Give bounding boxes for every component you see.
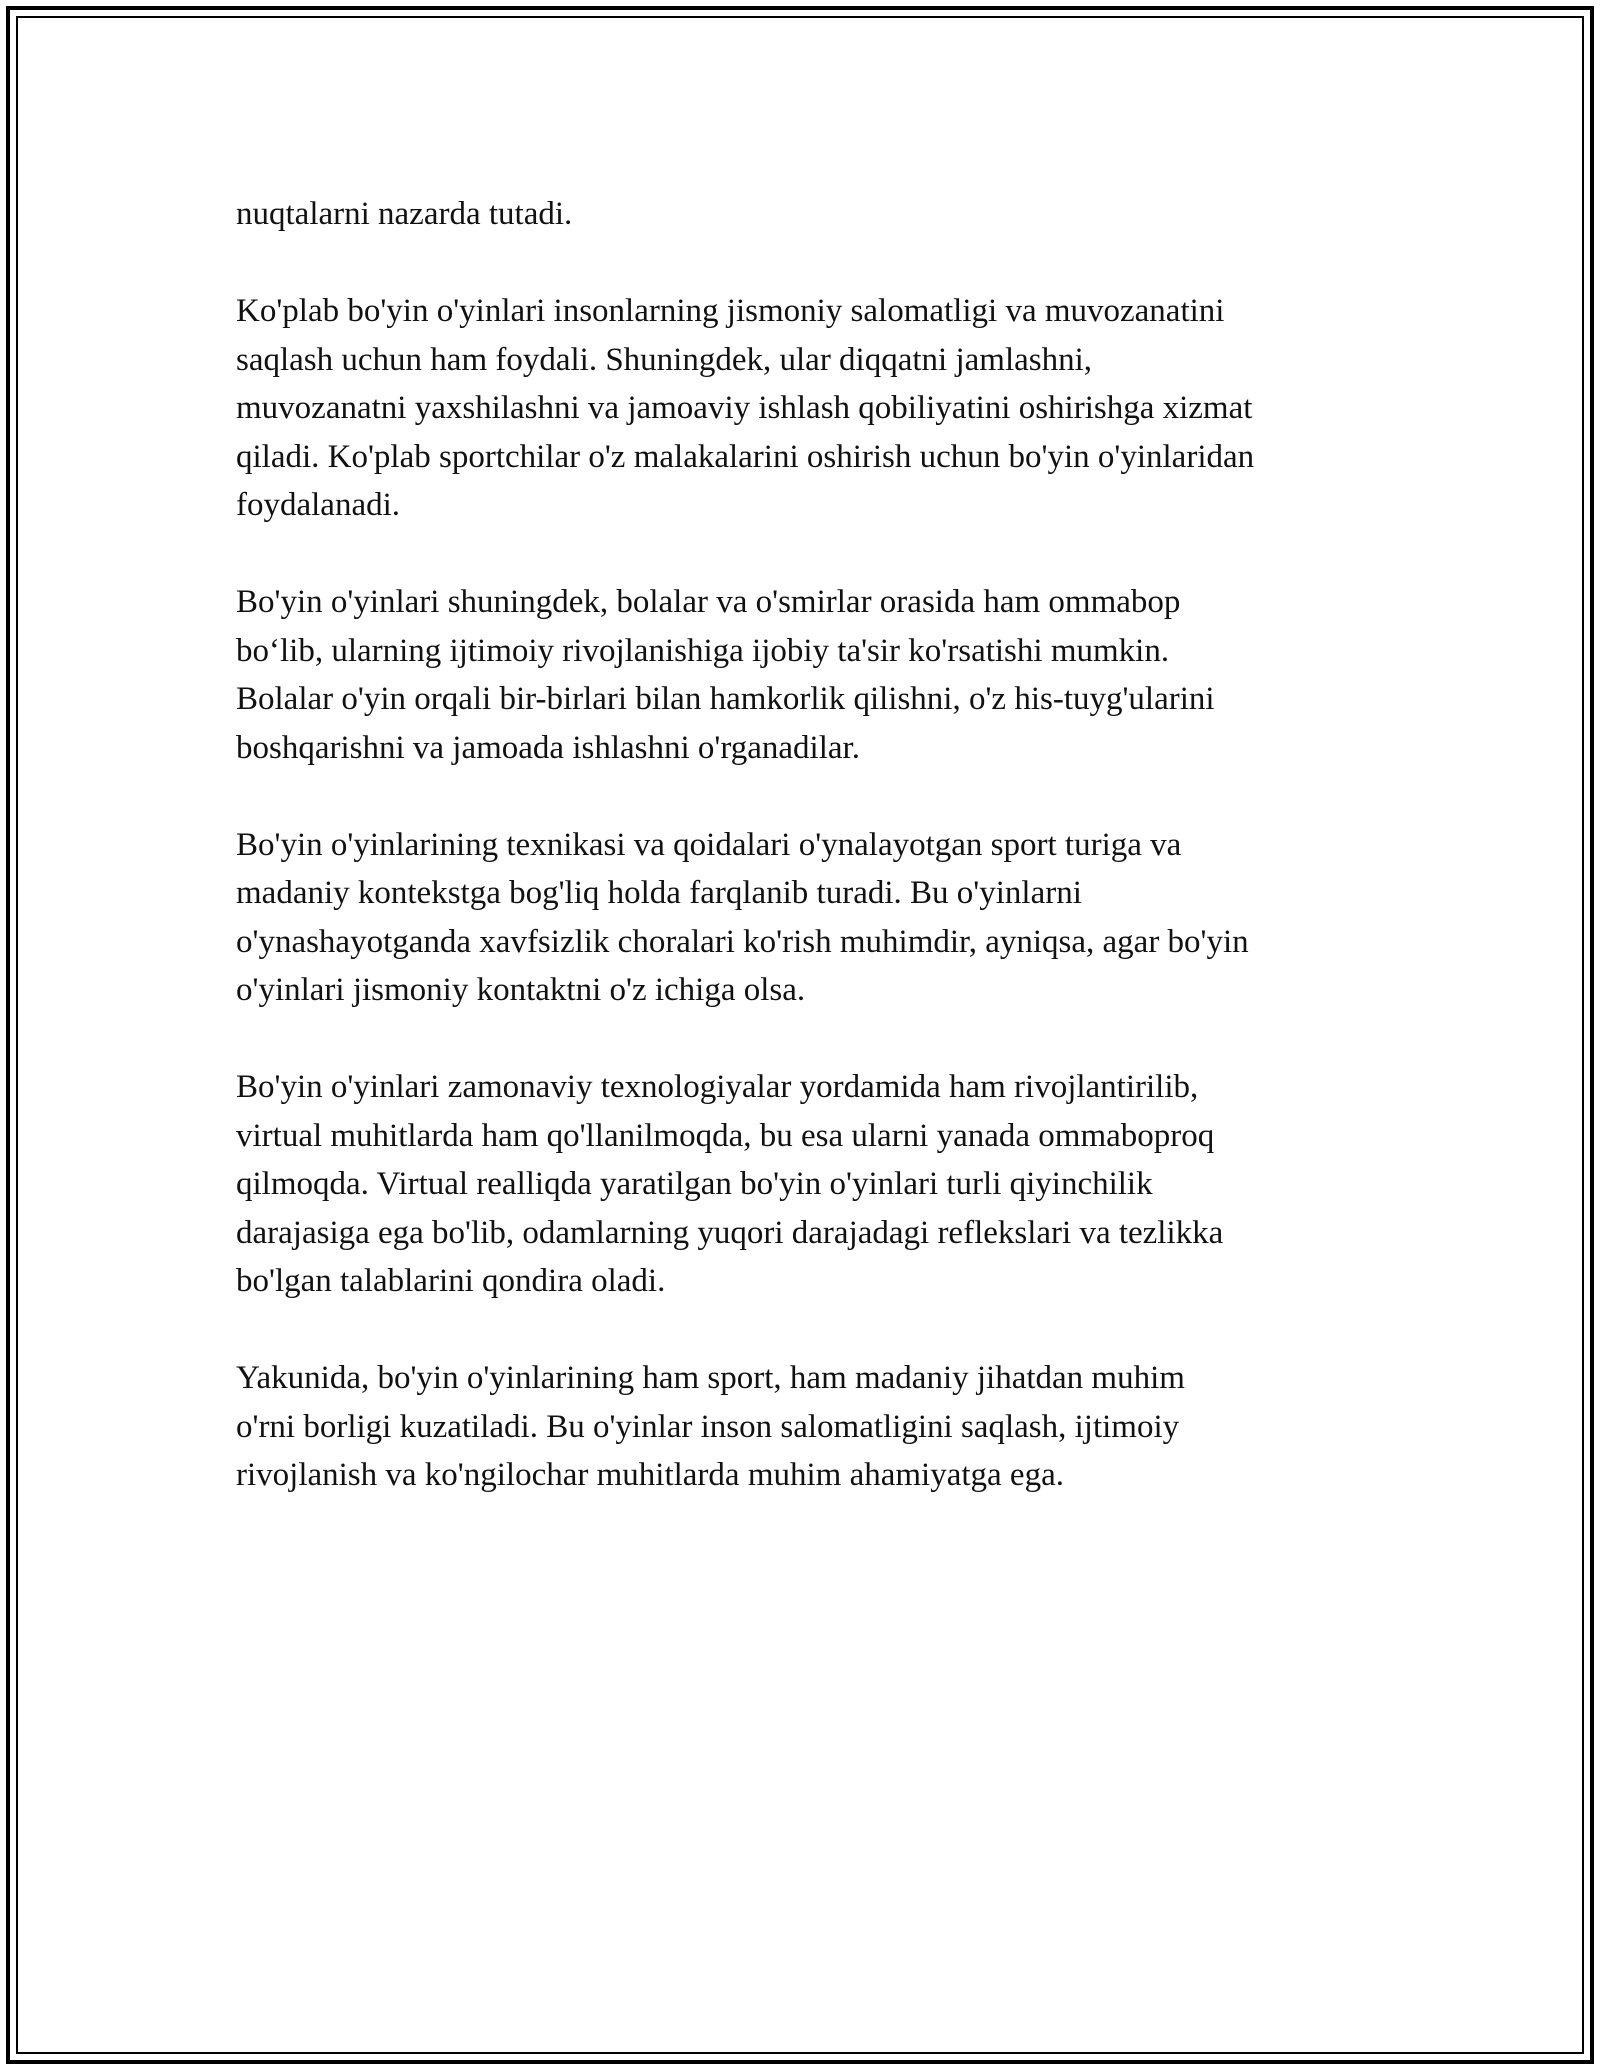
text-line: o'rni borligi kuzatiladi. Bu o'yinlar inson salomatligini saqlash, ijtimoiy: [236, 1408, 1180, 1445]
text-line: Yakunida, bo'yin o'yinlarining ham sport, ham madaniy jihatdan muhim: [236, 1360, 1185, 1396]
paragraph-5: [236, 1063, 1396, 1306]
text-line: qiladi. Ko'plab sportchilar o'z malakalarini oshirish uchun bo'yin o'yinlaridan: [236, 438, 1255, 475]
text-line: Bo'yin o'yinlari shuningdek, bolalar va o'smirlar orasida ham ommabop: [236, 584, 1181, 620]
paragraph-1: [236, 190, 1396, 239]
text-line: qilmoqda. Virtual realliqda yaratilgan bo'yin o'yinlari turli qiyinchilik: [236, 1166, 1153, 1202]
text-line: Bolalar o'yin orqali bir-birlari bilan hamkorlik qilishni, o'z his-tuyg'ularini: [236, 681, 1215, 717]
text-line: boshqarishni va jamoada ishlashni o'rganadilar.: [236, 729, 860, 766]
paragraph-2: [236, 287, 1396, 530]
text-line: o'yinlari jismoniy kontaktni o'z ichiga olsa.: [236, 972, 806, 1008]
text-line: virtual muhitlarda ham qo'llanilmoqda, bu esa ularni yanada ommaboproq: [236, 1117, 1215, 1154]
text-line: muvozanatni yaxshilashni va jamoaviy ishlash qobiliyatini oshirishga xizmat: [236, 390, 1253, 426]
text-line: foydalanadi.: [236, 487, 401, 523]
paragraph-4: [236, 821, 1396, 1015]
text-line: Bo'yin o'yinlari zamonaviy texnologiyalar yordamida ham rivojlantirilib,: [236, 1069, 1199, 1105]
text-line: madaniy kontekstga bog'liq holda farqlanib turadi. Bu o'yinlarni: [236, 875, 1082, 911]
document-body: [236, 190, 1396, 1548]
text-line: Ko'plab bo'yin o'yinlari insonlarning jismoniy salomatligi va muvozanatini: [236, 293, 1225, 329]
text-line: darajasiga ega bo'lib, odamlarning yuqori darajadagi reflekslari va tezlikka: [236, 1214, 1224, 1251]
text-line: rivojlanish va ko'ngilochar muhitlarda muhim ahamiyatga ega.: [236, 1457, 1064, 1493]
text-line: nuqtalarni nazarda tutadi.: [236, 196, 573, 232]
paragraph-3: [236, 578, 1396, 772]
text-line: o'ynashayotganda xavfsizlik choralari ko'rish muhimdir, ayniqsa, agar bo'yin: [236, 923, 1249, 960]
text-line: bo‘lib, ularning ijtimoiy rivojlanishiga ijobiy ta'sir ko'rsatishi mumkin.: [236, 632, 1170, 669]
paragraph-6: [236, 1354, 1396, 1500]
text-line: saqlash uchun ham foydali. Shuningdek, ular diqqatni jamlashni,: [236, 341, 1093, 378]
text-line: Bo'yin o'yinlarining texnikasi va qoidalari o'ynalayotgan sport turiga va: [236, 826, 1182, 863]
text-line: bo'lgan talablarini qondira oladi.: [236, 1263, 666, 1299]
